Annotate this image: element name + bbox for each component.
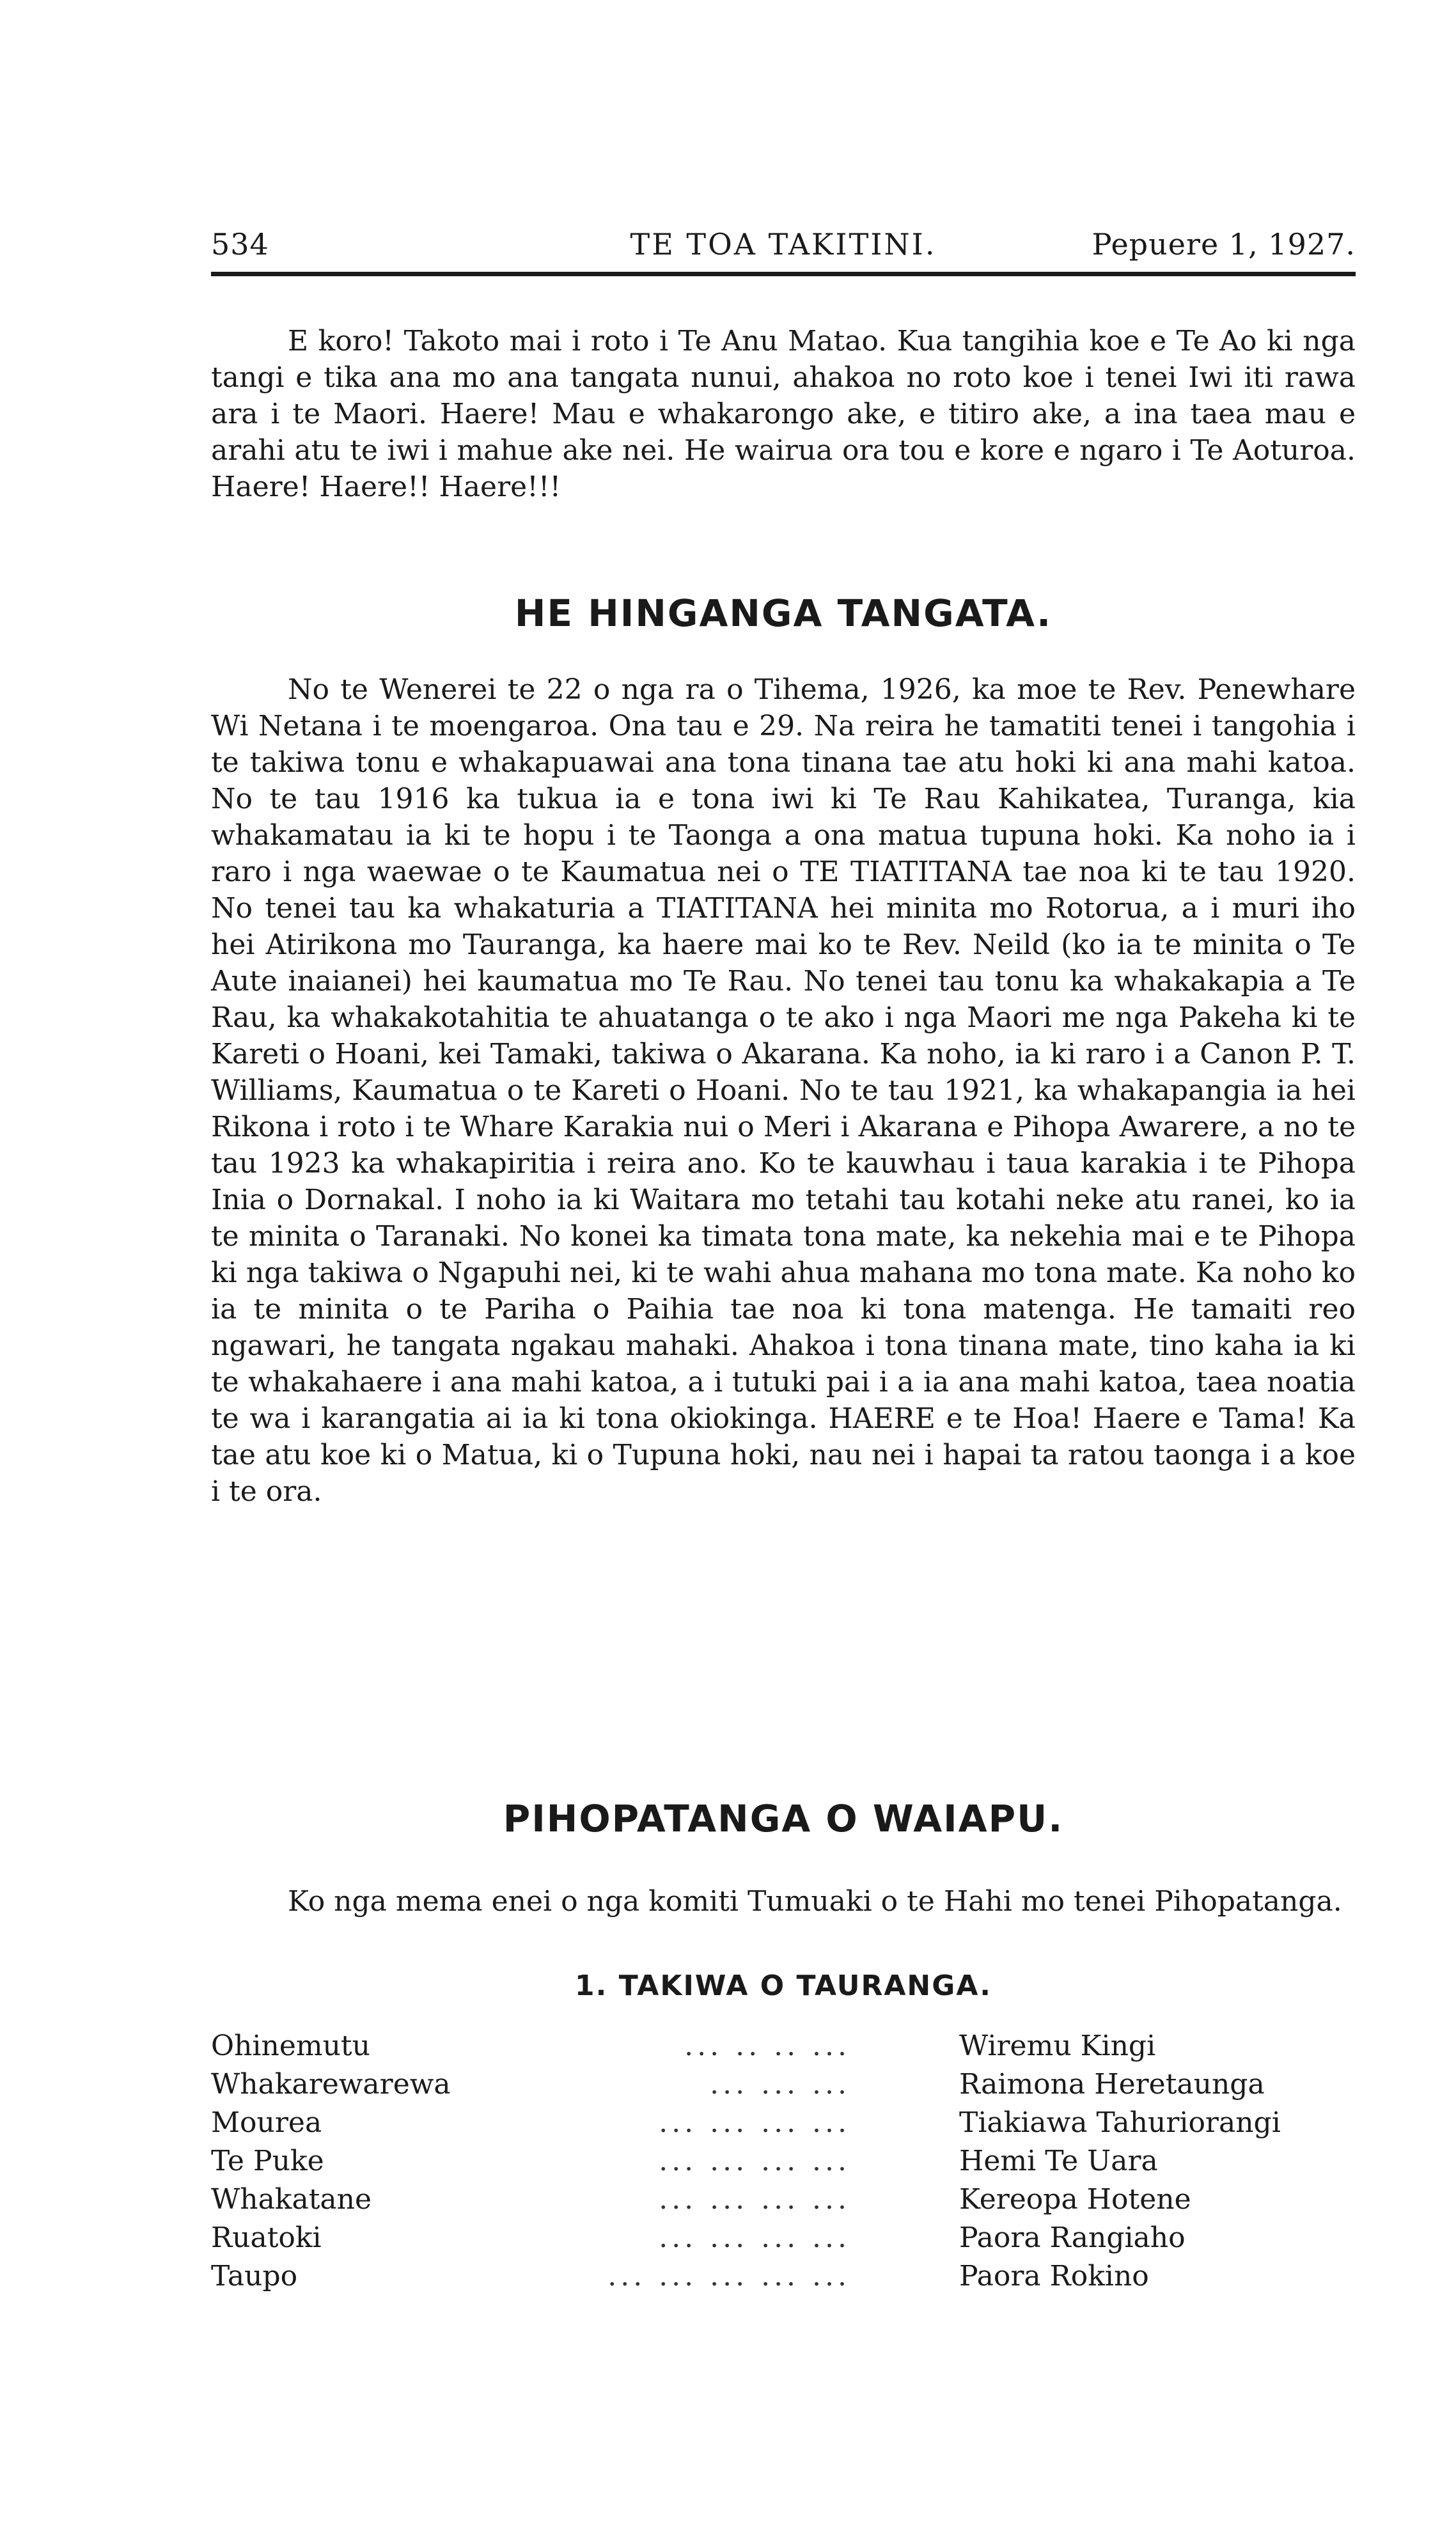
place-name: Whakarewarewa: [211, 2068, 451, 2101]
list-item: [211, 2142, 1356, 2181]
member-name: Kereopa Hotene: [959, 2183, 1191, 2216]
section-heading-pihopatanga: PIHOPATANGA O WAIAPU.: [503, 1797, 1064, 1840]
running-head: [211, 227, 1356, 272]
district-subheading: 1. TAKIWA O TAURANGA.: [575, 1970, 992, 2002]
member-name: Paora Rokino: [959, 2260, 1149, 2292]
place-name: Ruatoki: [211, 2221, 322, 2254]
member-name: Tiakiawa Tahuriorangi: [959, 2106, 1281, 2139]
list-item: [211, 2181, 1356, 2219]
member-name: Wiremu Kingi: [959, 2030, 1156, 2062]
place-name: Te Puke: [211, 2145, 324, 2177]
member-name: Paora Rangiaho: [959, 2221, 1186, 2254]
issue-date: Pepuere 1, 1927.: [1092, 227, 1356, 262]
publication-title: TE TOA TAKITINI.: [630, 227, 937, 262]
place-name: Whakatane: [211, 2183, 372, 2216]
obituary-paragraph: No te Wenerei te 22 o nga ra o Tihema, 1926, ka moe te Rev. Penewhare Wi Netana i te moengaroa. Ona tau e 29. Na reira he tamatiti tenei i tangohia i te takiwa tonu e whakapuawai ana tona tinana tae atu hoki ki ana mahi katoa. No te tau 1916 ka tukua ia e tona iwi ki Te Rau Kahikatea, Turanga, kia whakamatau ia ki te hopu i te Taonga a ona matua tupuna hoki. Ka noho ia i raro i nga waewae o te Kaumatua nei o TE TIATITANA tae noa ki te tau 1920. No tenei tau ka whakaturia a TIATITANA hei minita mo Rotorua, a i muri iho hei Atirikona mo Tauranga, ka haere mai ko te Rev. Neild (ko ia te minita o Te Aute inaianei) hei kaumatua mo Te Rau. No tenei tau tonu ka whakakapia a Te Rau, ka whakakotahitia te ahuatanga o te ako i nga Maori me nga Pakeha ki te Kareti o Hoani, kei Tamaki, takiwa o Akarana. Ka noho, ia ki raro i a Canon P. T. Williams, Kaumatua o te Kareti o Hoani. No te tau 1921, ka whakapangia ia hei Rikona i roto i te Whare Karakia nui o Meri i Akarana e Pihopa Awarere, a no te tau 1923 ka whakapiritia i reira ano. Ko te kauwhau i taua karakia i te Pihopa Inia o Dornakal. I noho ia ki Waitara mo tetahi tau kotahi neke atu ranei, ko ia te minita o Taranaki. No konei ka timata tona mate, ka nekehia mai e te Pihopa ki nga takiwa o Ngapuhi nei, ki te wahi ahua mahana mo tona mate. Ka noho ko ia te minita o te Pariha o Paihia tae noa ki tona matenga. He tamaiti reo ngawari, he tangata ngakau mahaki. Ahakoa i tona tinana mate, tino kaha ia ki te whakahaere i ana mahi katoa, a i tutuki pai i a ia ana mahi katoa, taea noatia te wa i karangatia ai ia ki tona okiokinga. HAERE e te Hoa! Haere e Tama! Ka tae atu koe ki o Matua, ki o Tupuna hoki, nau nei i hapai ta ratou taonga i a koe i te ora.: [211, 673, 1356, 1508]
document-page: [211, 0, 1356, 2538]
place-name: Taupo: [211, 2260, 298, 2292]
list-item: [211, 2219, 1356, 2257]
member-name: Raimona Heretaunga: [959, 2068, 1265, 2101]
intro-paragraph: E koro! Takoto mai i roto i Te Anu Matao. Kua tangihia koe e Te Ao ki nga tangi e tika ana mo ana tangata nunui, ahakoa no roto koe i tenei Iwi iti rawa ara i te Maori. Haere! Mau e whakarongo ake, e titiro ake, a ina taea mau e arahi atu te iwi i mahue ake nei. He wairua ora tou e kore e ngaro i Te Aoturoa. Haere! Haere!! Haere!!!: [211, 325, 1356, 503]
list-item: [211, 2027, 1356, 2065]
list-item: [211, 2065, 1356, 2104]
leader-dots: ... ... ... ...: [659, 2221, 850, 2254]
list-item: [211, 2257, 1356, 2296]
list-item: [211, 2104, 1356, 2142]
leader-dots: ... ... ... ... ...: [607, 2260, 850, 2292]
leader-dots: ... ... ... ...: [659, 2145, 850, 2177]
leader-dots: ... .. .. ...: [684, 2030, 850, 2062]
place-name: Mourea: [211, 2106, 322, 2139]
committee-intro-paragraph: Ko nga mema enei o nga komiti Tumuaki o te Hahi mo tenei Pihopatanga.: [288, 1885, 1342, 1918]
committee-list: [211, 2027, 1356, 2296]
leader-dots: ... ... ... ...: [659, 2106, 850, 2139]
leader-dots: ... ... ...: [710, 2068, 850, 2101]
leader-dots: ... ... ... ...: [659, 2183, 850, 2216]
place-name: Ohinemutu: [211, 2030, 370, 2062]
page-number: 534: [211, 227, 269, 262]
member-name: Hemi Te Uara: [959, 2145, 1158, 2177]
header-rule: [211, 272, 1356, 276]
section-heading-hinganga: HE HINGANGA TANGATA.: [514, 591, 1053, 635]
